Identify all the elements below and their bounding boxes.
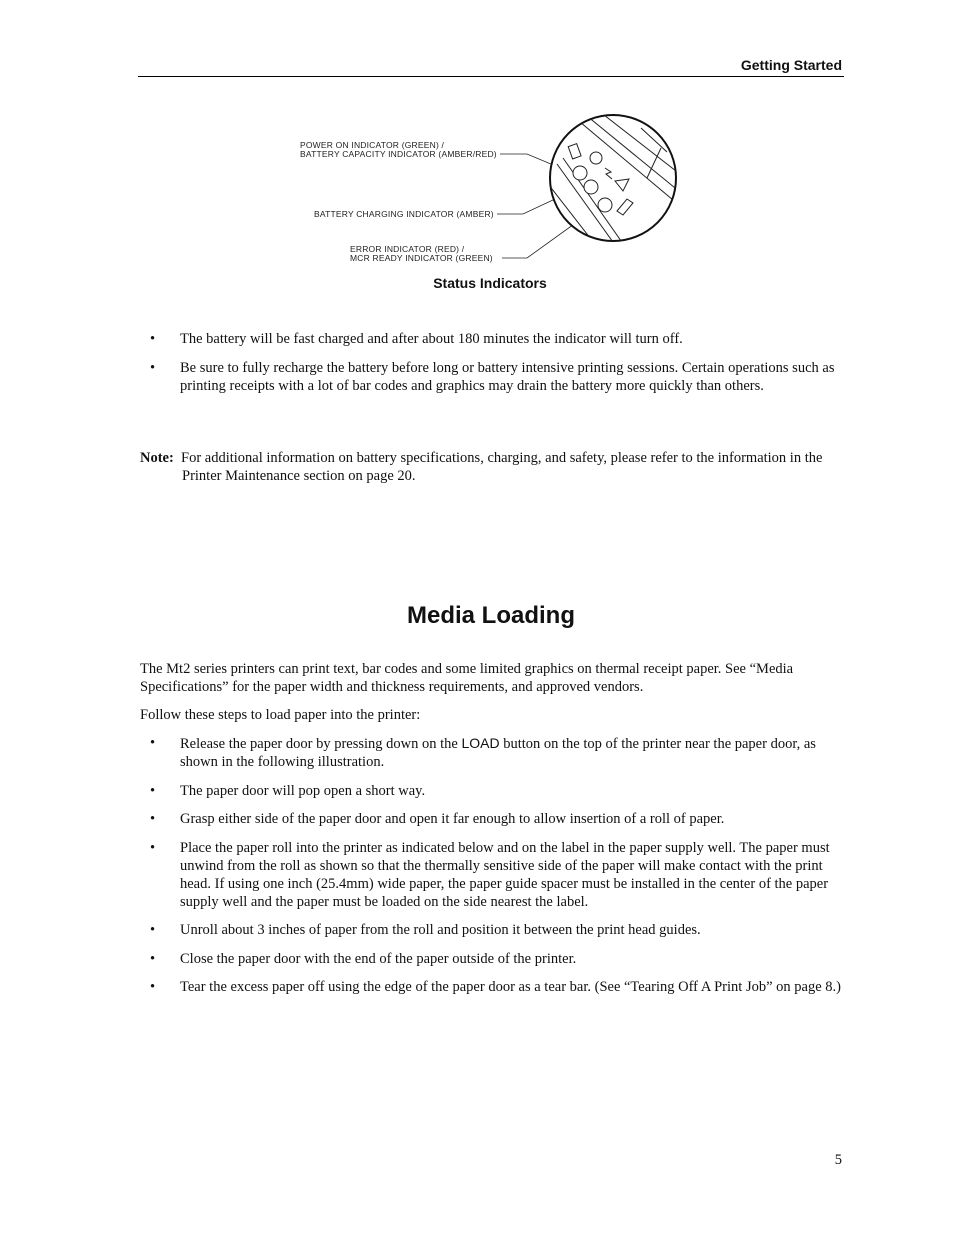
list-item-text: Place the paper roll into the printer as indicated below and on the label in the paper supply well. The paper must unwind from the roll as shown so that the thermally sensitive side of the paper will make contact with the print head. If using one inch (25.4mm) wide paper, the paper guide spacer must be installed in the center of the paper supply well and the paper must be loaded on the side nearest the label.	[180, 839, 830, 910]
list-item	[138, 782, 844, 800]
page-number: 5	[834, 1152, 842, 1168]
charging-indicator-led	[584, 180, 598, 194]
battery-bullet-list	[138, 330, 844, 405]
bullet-icon: •	[150, 922, 156, 938]
step-text-start: Release the paper door by pressing down on the	[180, 736, 462, 752]
list-item-text: Be sure to fully recharge the battery before long or battery intensive printing sessions. Certain operations such as printing receipts with a lot of bar codes and graphics may drain the battery more quickly than others.	[180, 359, 835, 394]
media-steps-list	[138, 734, 844, 1007]
list-item	[138, 734, 844, 771]
error-indicator-led	[598, 198, 612, 212]
header-title: Getting Started	[740, 57, 842, 73]
bullet-icon: •	[150, 331, 156, 347]
bullet-icon: •	[150, 782, 156, 799]
power-indicator-led	[573, 166, 587, 180]
callout-power-on: POWER ON INDICATOR (GREEN) /	[300, 140, 445, 150]
status-indicators-figure	[295, 108, 685, 270]
list-item-text: Grasp either side of the paper door and open it far enough to allow insertion of a roll of paper.	[180, 811, 725, 827]
page-header	[138, 56, 844, 77]
figure-caption: Status Indicators	[433, 275, 547, 291]
list-item	[138, 839, 844, 911]
list-item-text: Close the paper door with the end of the paper outside of the printer.	[180, 950, 577, 967]
bullet-icon: •	[150, 735, 156, 751]
bullet-icon: •	[150, 359, 156, 376]
load-button-label: LOAD	[461, 735, 500, 751]
list-item-text: Unroll about 3 inches of paper from the roll and position it between the print head guides.	[180, 922, 701, 938]
list-item	[138, 810, 844, 828]
note-label: Note:	[140, 450, 174, 466]
list-item	[138, 978, 844, 996]
section-heading: Media Loading	[407, 602, 575, 629]
list-item-text: The battery will be fast charged and after about 180 minutes the indicator will turn off.	[180, 331, 683, 347]
media-intro-paragraph: The Mt2 series printers can print text, bar codes and some limited graphics on thermal receipt paper. See “Media Specifications” for the paper width and thickness requirements, and approved vendors.	[140, 661, 794, 695]
bullet-icon: •	[150, 979, 156, 995]
bullet-icon: •	[150, 811, 156, 827]
magnified-printer-panel	[545, 108, 685, 270]
list-item	[138, 330, 844, 348]
status-indicators-illustration	[295, 108, 685, 270]
step-text-end: button on the top of the printer near the paper door, as shown in the following illustration.	[180, 736, 816, 770]
list-item	[138, 950, 844, 968]
list-item-text: The paper door will pop open a short way.	[180, 782, 426, 799]
callout-mcr-ready: MCR READY INDICATOR (GREEN)	[350, 253, 493, 263]
list-item-text: Tear the excess paper off using the edge of the paper door as a tear bar. (See “Tearing Off A Print Job” on page 8.)	[180, 979, 841, 995]
callout-error: ERROR INDICATOR (RED) /	[350, 244, 465, 254]
list-item	[138, 921, 844, 939]
steps-intro-paragraph: Follow these steps to load paper into the printer:	[140, 707, 421, 723]
bullet-icon: •	[150, 950, 156, 967]
bullet-icon: •	[150, 839, 156, 856]
list-item	[138, 359, 844, 395]
callout-battery-capacity: BATTERY CAPACITY INDICATOR (AMBER/RED)	[300, 149, 497, 159]
note-text: For additional information on battery specifications, charging, and safety, please refer to the information in the Printer Maintenance section on page 20.	[181, 450, 823, 484]
callout-battery-charging: BATTERY CHARGING INDICATOR (AMBER)	[314, 209, 494, 219]
note-block	[140, 449, 844, 485]
